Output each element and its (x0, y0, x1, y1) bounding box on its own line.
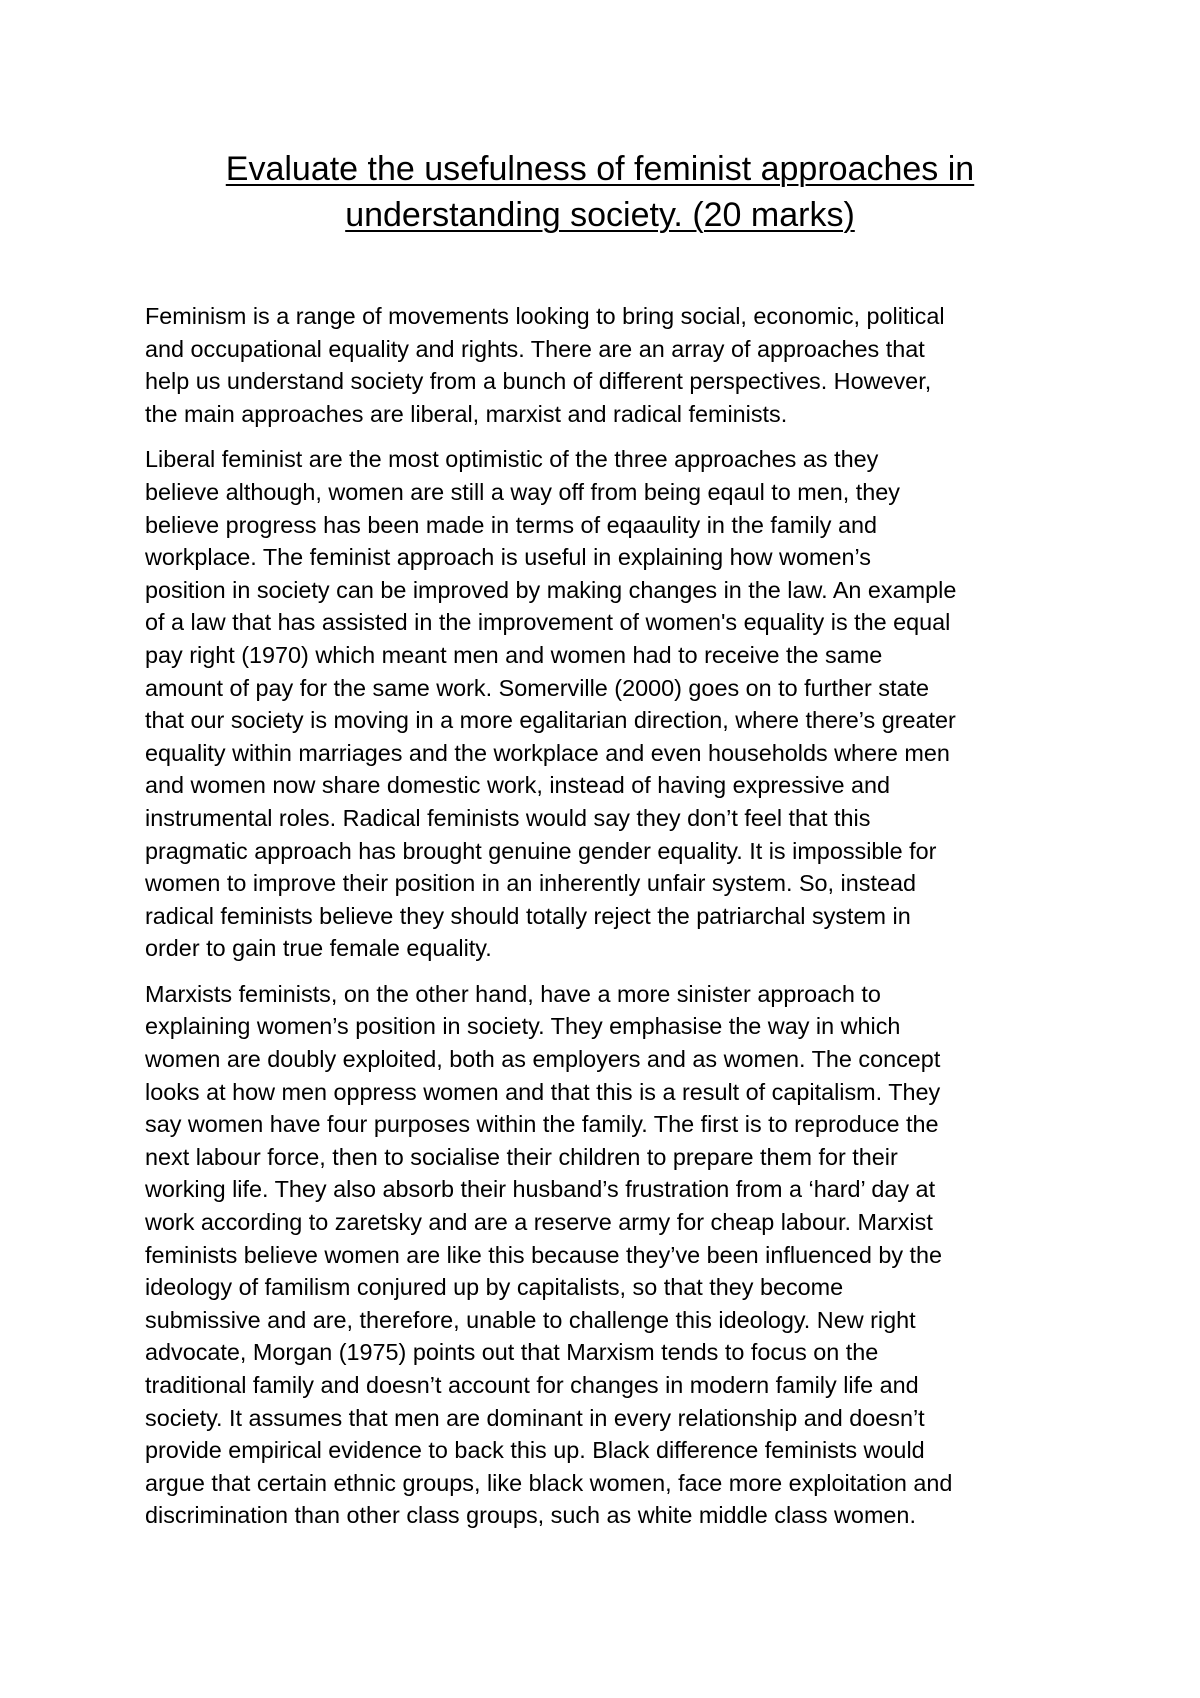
text-line: pay right (1970) which meant men and women had to receive the same (145, 641, 883, 668)
text-line: amount of pay for the same work. Somerville (2000) goes on to further state (145, 674, 929, 701)
text-line: of a law that has assisted in the improvement of women's equality is the equal (145, 609, 951, 636)
text-line: equality within marriages and the workplace and even households where men (145, 739, 950, 766)
text-line: work according to zaretsky and are a reserve army for cheap labour. Marxist (145, 1209, 933, 1236)
text-line: traditional family and doesn’t account for changes in modern family life and (145, 1372, 919, 1398)
text-line: Feminism is a range of movements looking to bring social, economic, political (145, 303, 945, 329)
text-line: working life. They also absorb their husband’s frustration from a ‘hard’ day at (145, 1176, 936, 1203)
text-line: ideology of familism conjured up by capitalists, so that they become (145, 1274, 844, 1301)
paragraph-liberal-feminism (145, 443, 1070, 965)
text-line: women are doubly exploited, both as employers and as women. The concept (145, 1046, 941, 1073)
text-line: the main approaches are liberal, marxist and radical feminists. (145, 400, 788, 427)
text-line: that our society is moving in a more egalitarian direction, where there’s greater (145, 707, 956, 734)
text-line: radical feminists believe they should totally reject the patriarchal system in (145, 902, 911, 929)
text-line: explaining women’s position in society. They emphasise the way in which (145, 1013, 901, 1040)
text-line: pragmatic approach has brought genuine gender equality. It is impossible for (145, 837, 937, 864)
text-line: believe although, women are still a way off from being eqaul to men, they (145, 478, 900, 505)
text-line: instrumental roles. Radical feminists would say they don’t feel that this (145, 804, 871, 831)
text-line: society. It assumes that men are dominant in every relationship and doesn’t (145, 1404, 925, 1431)
text-line: discrimination than other class groups, such as white middle class women. (145, 1502, 916, 1529)
text-line: women to improve their position in an inherently unfair system. So, instead (145, 870, 916, 897)
text-line: advocate, Morgan (1975) points out that Marxism tends to focus on the (145, 1339, 879, 1366)
paragraph-marxist-feminism (145, 978, 1070, 1532)
text-line: workplace. The feminist approach is useful in explaining how women’s (145, 544, 871, 571)
text-line: and women now share domestic work, instead of having expressive and (145, 772, 891, 799)
text-line: Liberal feminist are the most optimistic of the three approaches as they (145, 446, 879, 473)
text-line: help us understand society from a bunch of different perspectives. However, (145, 368, 932, 395)
text-line: next labour force, then to socialise their children to prepare them for their (145, 1143, 898, 1170)
text-line: argue that certain ethnic groups, like black women, face more exploitation and (145, 1469, 953, 1496)
text-line: submissive and are, therefore, unable to challenge this ideology. New right (145, 1306, 916, 1333)
title-line: Evaluate the usefulness of feminist approaches in (225, 150, 975, 188)
text-line: provide empirical evidence to back this up. Black difference feminists would (145, 1437, 925, 1464)
text-line: feminists believe women are like this because they’ve been influenced by the (145, 1241, 943, 1268)
text-line: and occupational equality and rights. There are an array of approaches that (145, 335, 925, 362)
text-line: position in society can be improved by making changes in the law. An example (145, 576, 957, 603)
title-line: understanding society. (20 marks) (345, 196, 855, 234)
text-line: say women have four purposes within the family. The first is to reproduce the (145, 1111, 939, 1138)
paragraph-introduction (145, 300, 1070, 430)
essay-title (100, 146, 1100, 238)
text-line: Marxists feminists, on the other hand, have a more sinister approach to (145, 980, 881, 1007)
text-line: believe progress has been made in terms of eqaaulity in the family and (145, 511, 878, 538)
essay-body (145, 300, 1070, 1545)
text-line: looks at how men oppress women and that this is a result of capitalism. They (145, 1078, 941, 1105)
text-line: order to gain true female equality. (145, 935, 492, 962)
